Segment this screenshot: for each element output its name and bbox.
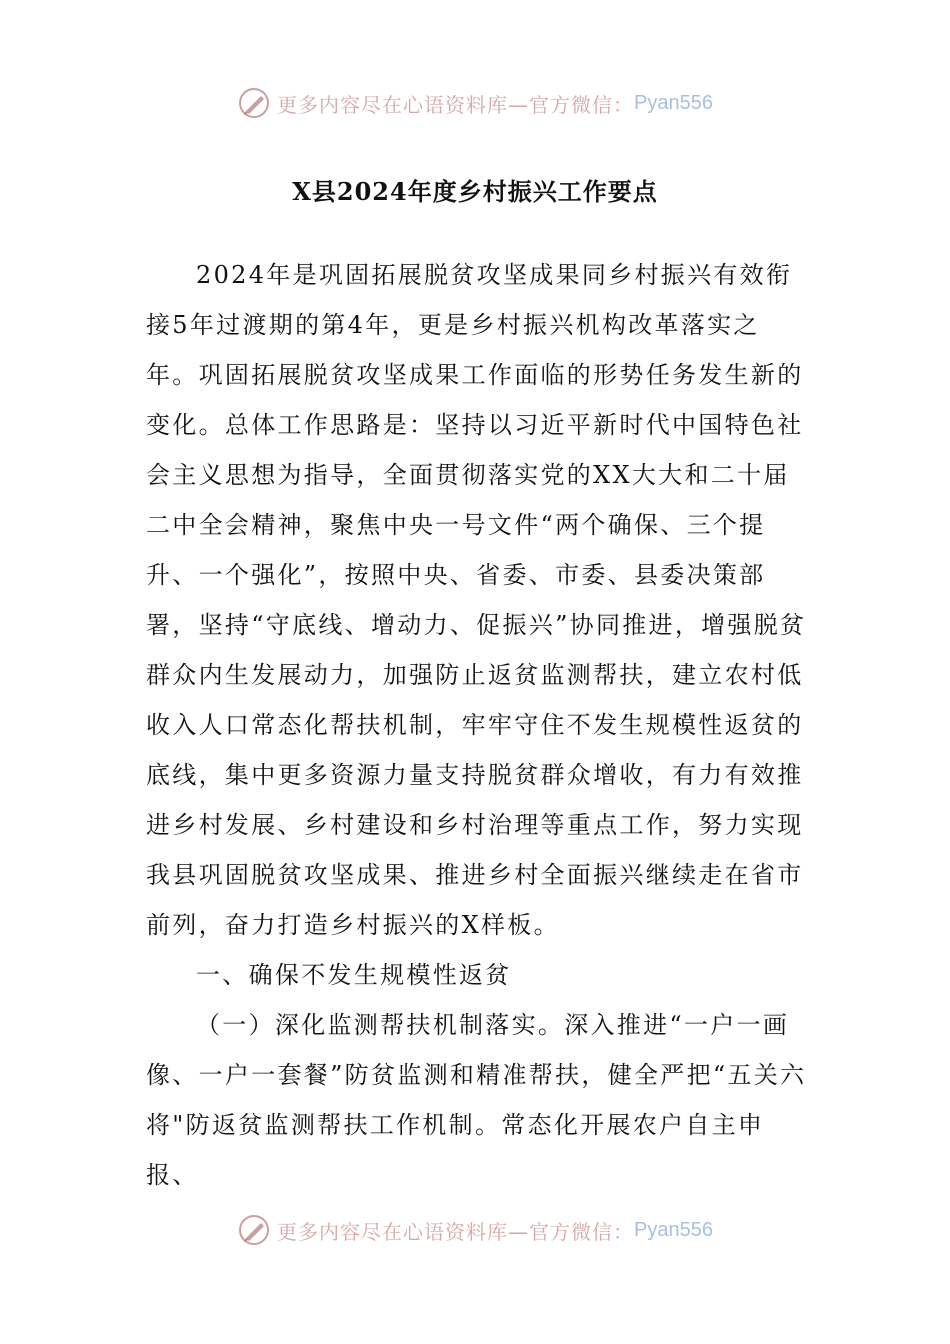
watermark-wechat: Pyan556 xyxy=(634,91,713,114)
watermark-banner-bottom xyxy=(0,1205,950,1255)
watermark-text: 更多内容尽在心语资料库—官方微信： xyxy=(277,92,635,117)
pen-logo-icon xyxy=(237,1213,271,1247)
document-title: X县2024年度乡村振兴工作要点 xyxy=(292,177,658,206)
watermark-banner-top xyxy=(0,78,950,128)
section-heading: 一、确保不发生规模性返贫 xyxy=(196,961,512,989)
pen-logo-icon xyxy=(237,86,271,120)
watermark-wechat: Pyan556 xyxy=(634,1218,713,1241)
section-paragraph: （一）深化监测帮扶机制落实。深入推进“一户一画像、一户一套餐”防贫监测和精准帮扶，健全严把“五关六将"防返贫监测帮扶工作机制。常态化开展农户自主申报、 xyxy=(146,1011,807,1189)
document-body xyxy=(146,250,810,1200)
intro-paragraph: 2024年是巩固拓展脱贫攻坚成果同乡村振兴有效衔接5年过渡期的第4年，更是乡村振兴机构改革落实之年。巩固拓展脱贫攻坚成果工作面临的形势任务发生新的变化。总体工作思路是：坚持以习近平新时代中国特色社会主义思想为指导，全面贯彻落实党的XX大大和二十届二中全会精神，聚焦中央一号文件“两个确保、三个提升、一个强化”，按照中央、省委、市委、县委决策部署，坚持“守底线、增动力、促振兴”协同推进，增强脱贫群众内生发展动力，加强防止返贫监测帮扶，建立农村低收入人口常态化帮扶机制，牢牢守住不发生规模性返贫的底线，集中更多资源力量支持脱贫群众增收，有力有效推进乡村发展、乡村建设和乡村治理等重点工作，努力实现我县巩固脱贫攻坚成果、推进乡村全面振兴继续走在省市前列，奋力打造乡村振兴的X样板。 xyxy=(146,261,807,939)
watermark-text: 更多内容尽在心语资料库—官方微信： xyxy=(277,1219,635,1244)
